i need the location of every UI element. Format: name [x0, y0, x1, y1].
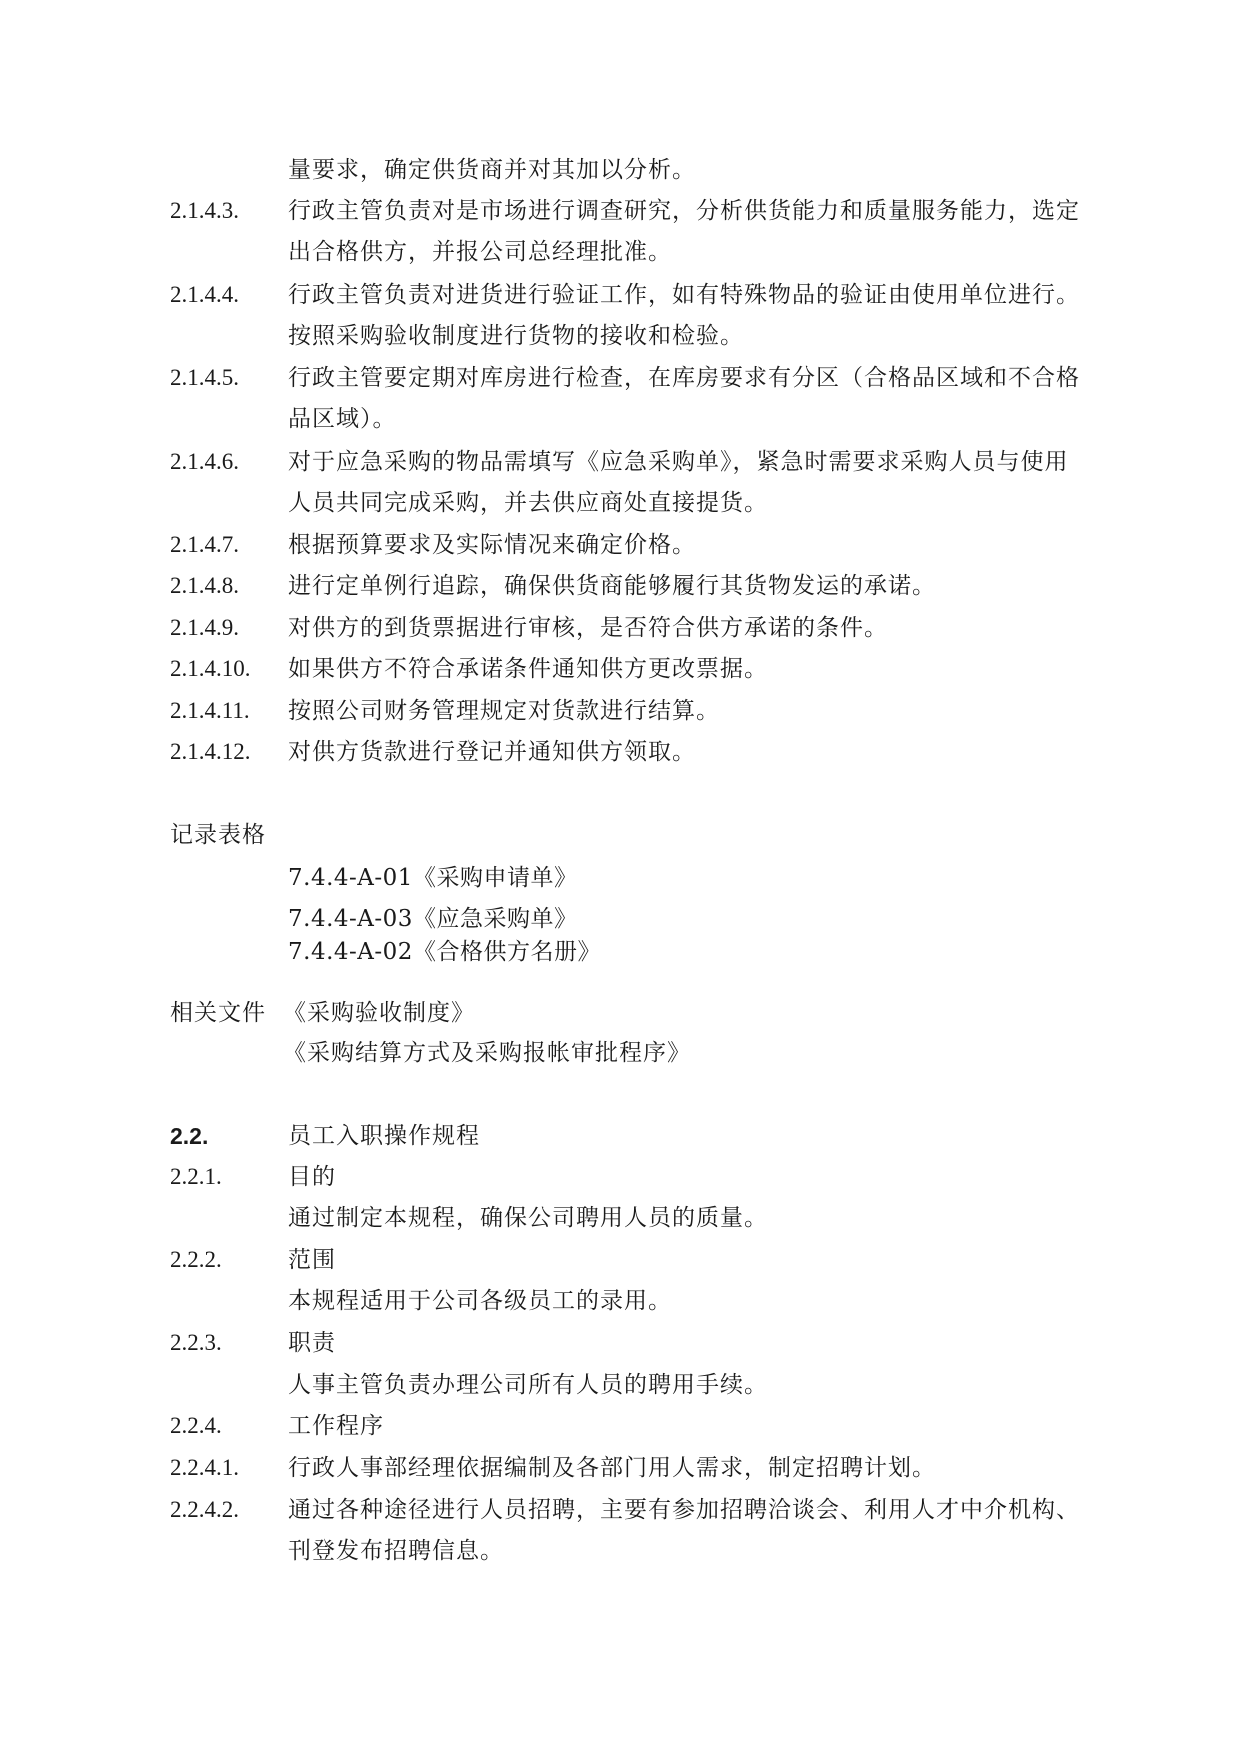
item-number: 2.1.4.11. [170, 698, 250, 723]
record-form: 7.4.4-A-03《应急采购单》 [288, 906, 578, 932]
item-text: 人事主管负责办理公司所有人员的聘用手续。 [288, 1372, 768, 1398]
item-text: 行政主管负责对进货进行验证工作，如有特殊物品的验证由使用单位进行。 [288, 282, 1080, 308]
item-text: 对供方的到货票据进行审核，是否符合供方承诺的条件。 [288, 615, 888, 641]
item-title: 目的 [288, 1164, 336, 1190]
item-text: 行政主管负责对是市场进行调查研究，分析供货能力和质量服务能力，选定 [288, 198, 1080, 224]
item-number: 2.1.4.6. [170, 449, 239, 474]
item-title: 范围 [288, 1247, 336, 1273]
item-number: 2.2.4.1. [170, 1455, 239, 1480]
item-text: 刊登发布招聘信息。 [288, 1538, 504, 1564]
item-title: 工作程序 [288, 1413, 384, 1439]
item-text: 人员共同完成采购，并去供应商处直接提货。 [288, 490, 768, 516]
item-number: 2.2.1. [170, 1164, 222, 1189]
item-number: 2.1.4.5. [170, 365, 239, 390]
item-text: 根据预算要求及实际情况来确定价格。 [288, 532, 696, 558]
item-text: 通过各种途径进行人员招聘，主要有参加招聘洽谈会、利用人才中介机构、 [288, 1497, 1080, 1523]
item-text: 行政主管要定期对库房进行检查，在库房要求有分区（合格品区域和不合格 [288, 365, 1080, 391]
item-text: 本规程适用于公司各级员工的录用。 [288, 1288, 672, 1314]
records-heading: 记录表格 [170, 822, 266, 848]
item-text: 通过制定本规程，确保公司聘用人员的质量。 [288, 1205, 768, 1231]
item-number: 2.1.4.9. [170, 615, 239, 640]
item-number: 2.2.3. [170, 1330, 222, 1355]
item-number: 2.1.4.12. [170, 739, 251, 764]
item-text: 品区域）。 [288, 406, 397, 432]
item-text: 如果供方不符合承诺条件通知供方更改票据。 [288, 656, 768, 682]
section-number: 2.2. [170, 1123, 209, 1149]
section-title: 员工入职操作规程 [288, 1123, 480, 1149]
item-number: 2.1.4.7. [170, 532, 239, 557]
item-number: 2.1.4.4. [170, 282, 239, 307]
related-doc: 《采购结算方式及采购报帐审批程序》 [283, 1040, 691, 1066]
item-text: 行政人事部经理依据编制及各部门用人需求，制定招聘计划。 [288, 1455, 936, 1481]
item-text: 按照采购验收制度进行货物的接收和检验。 [288, 323, 744, 349]
continuation-text: 量要求，确定供货商并对其加以分析。 [288, 157, 696, 183]
item-number: 2.1.4.10. [170, 656, 251, 681]
item-number: 2.1.4.3. [170, 198, 239, 223]
item-text: 对于应急采购的物品需填写《应急采购单》，紧急时需要求采购人员与使用 [288, 449, 1069, 475]
record-form: 7.4.4-A-01《采购申请单》 [288, 865, 578, 891]
item-number: 2.2.4. [170, 1413, 222, 1438]
item-text: 出合格供方，并报公司总经理批准。 [288, 239, 672, 265]
item-text: 按照公司财务管理规定对货款进行结算。 [288, 698, 720, 724]
item-number: 2.2.4.2. [170, 1497, 239, 1522]
related-heading: 相关文件 [170, 1000, 266, 1026]
record-form: 7.4.4-A-02《合格供方名册》 [288, 939, 601, 965]
item-number: 2.2.2. [170, 1247, 222, 1272]
item-number: 2.1.4.8. [170, 573, 239, 598]
item-title: 职责 [288, 1330, 336, 1356]
related-doc: 《采购验收制度》 [283, 1000, 475, 1026]
item-text: 对供方货款进行登记并通知供方领取。 [288, 739, 696, 765]
item-text: 进行定单例行追踪，确保供货商能够履行其货物发运的承诺。 [288, 573, 936, 599]
